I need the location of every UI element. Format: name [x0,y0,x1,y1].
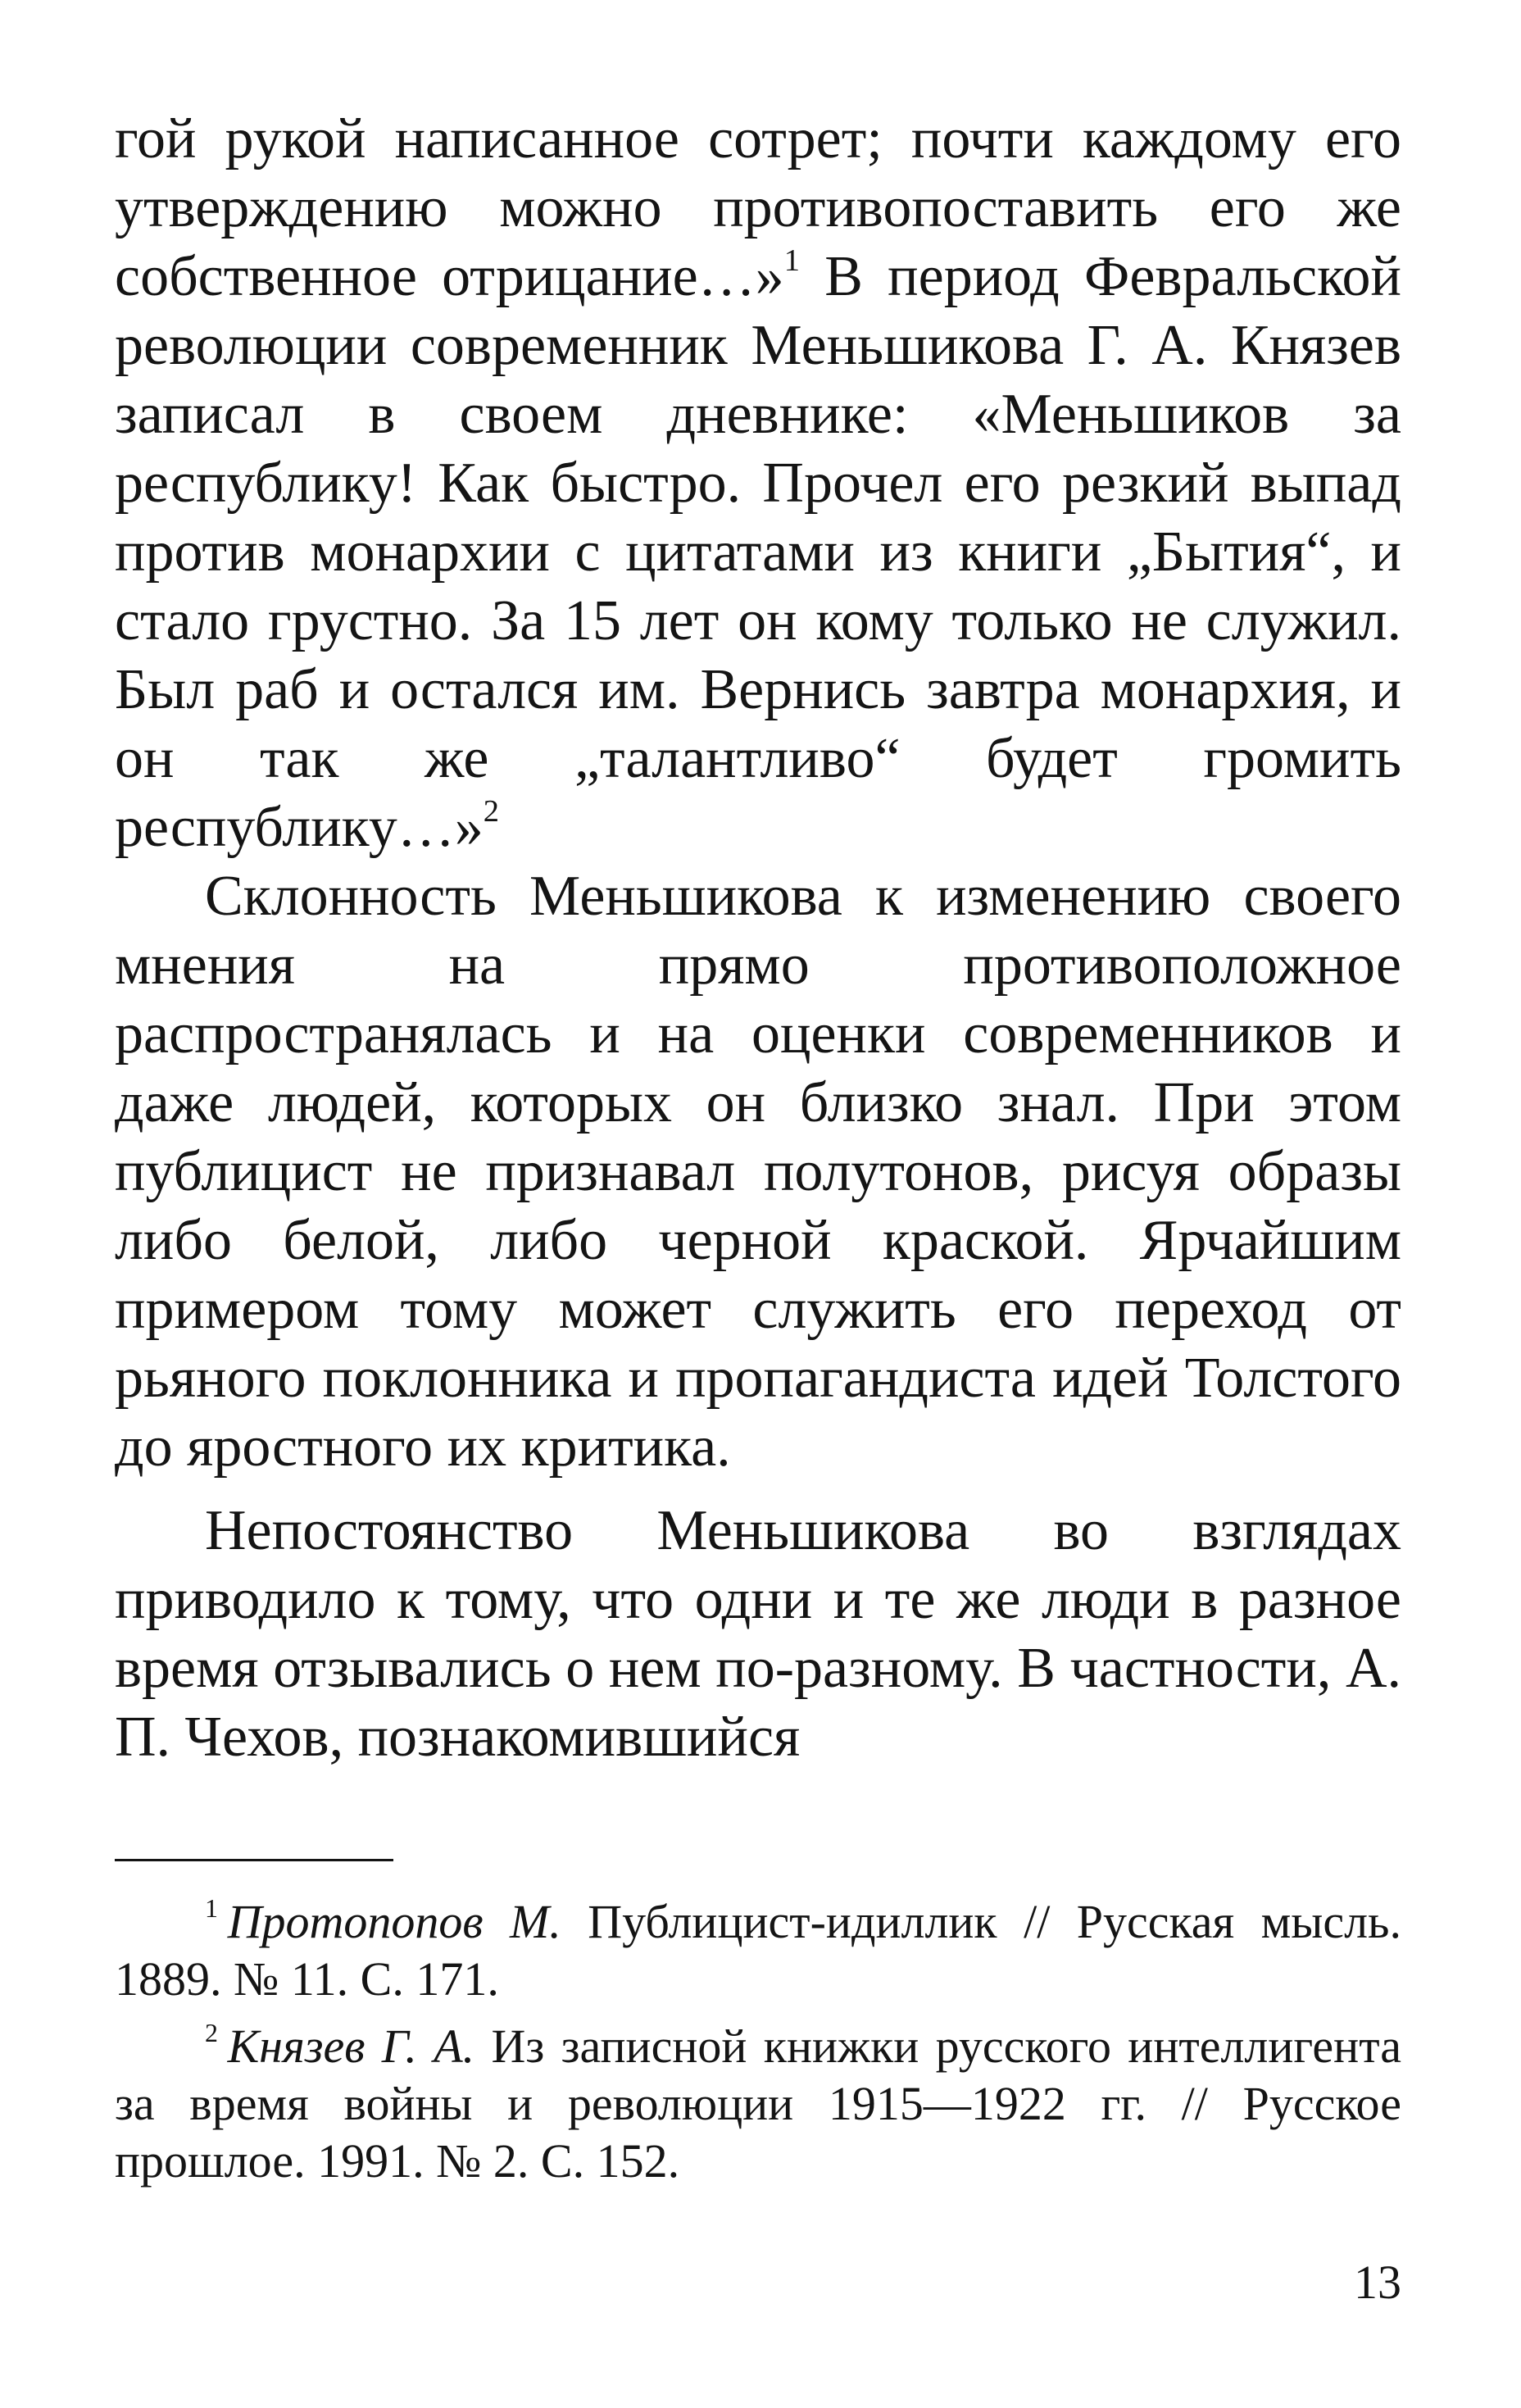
paragraph-1-text-a: гой рукой написанное сотрет; почти каждому его утверждению можно противопоставить его же собственное отрицание…» [115,107,1401,308]
footnote-1-author: Протопопов М. [227,1895,561,1948]
footnote-ref-2: 2 [483,793,499,829]
footnote-2-author: Князев Г. А. [227,2020,475,2073]
footnote-ref-1: 1 [783,243,800,278]
footnote-1-marker: 1 [205,1893,218,1923]
footnote-2-text: Из записной книжки русского интеллигента за время войны и революции 1915—1922 гг. // Русское прошлое. 1991. № 2. С. 152. [115,2020,1402,2188]
paragraph-2: Склонность Меньшикова к изменению своего мнения на прямо противоположное распространялась и на оценки современников и даже людей, которых он близко знал. При этом публицист не признавал полутонов, рисуя образы либо белой, либо черной краской. Ярчайшим примером тому может служить его переход от рьяного поклонника и пропагандиста идей Толстого до яростного их критика. [115,865,1401,1479]
main-text [115,105,1401,1772]
footnote-2-marker: 2 [205,2018,218,2047]
footnote-separator [115,1859,393,1861]
footnote-1 [115,1893,1401,2008]
page-number: 13 [1354,2256,1401,2309]
paragraph-1 [115,105,1401,862]
footnote-2 [115,2018,1401,2190]
paragraph-1-text-b: В период Февральской революции современник Меньшикова Г. А. Князев записал в своем дневнике: «Меньшиков за республику! Как быстро. Прочел его резкий выпад против монархии с цитатами из книги „Бытия“, и стало грустно. За 15 лет он кому только не служил. Был раб и остался им. Вернись завтра монархия, и он так же „талантливо“ будет громить республику…» [115,245,1401,859]
paragraph-3: Непостоянство Меньшикова во взглядах приводило к тому, что одни и те же люди в разное время отзывались о нем по-разному. В частности, А. П. Чехов, познакомившийся [115,1499,1401,1769]
footnote-1-text: Публицист-идиллик // Русская мысль. 1889. № 11. С. 171. [115,1895,1401,2006]
footnotes [115,1893,1401,2190]
